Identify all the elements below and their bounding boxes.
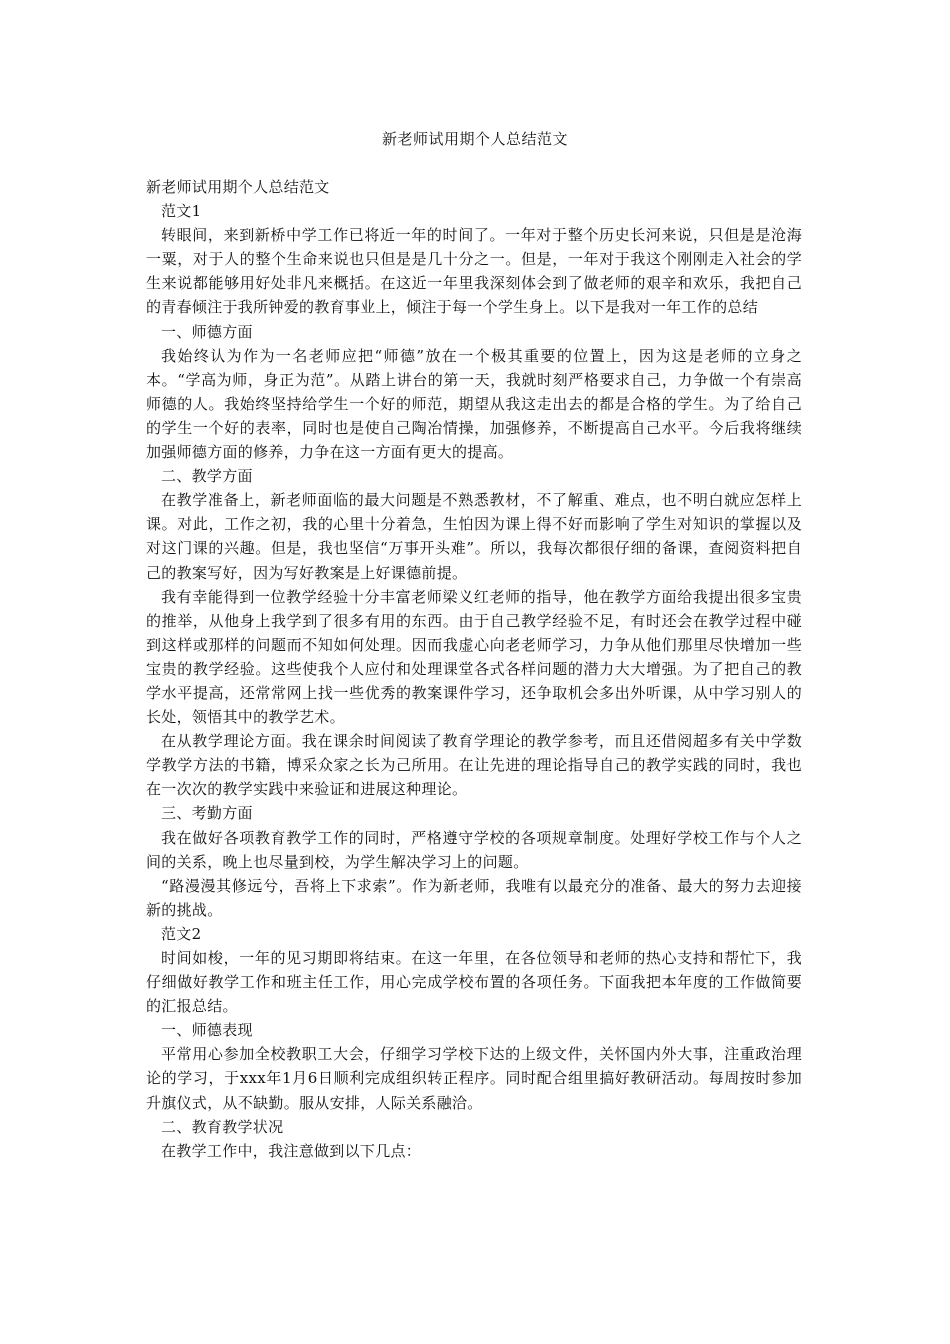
document-body (146, 175, 802, 1163)
section-heading-teaching: 二、教学方面 (161, 467, 253, 486)
paragraph-intro: 转眼间，来到新桥中学工作已将近一年的时间了。一年对于整个历史长河来说，只但是是沧海一粟，对于人的整个生命来说也只但是是几十分之一。但是，一年对于我这个刚刚走入社会的学生来说都能够用好处非凡来概括。在这近一年里我深刻体会到了做老师的艰辛和欢乐，我把自己的青春倾注于我所钟爱的教育事业上，倾注于每一个学生身上。以下是我对一年工作的总结 (146, 226, 802, 317)
paragraph-education: 在教学工作中，我注意做到以下几点： (161, 1141, 422, 1160)
paragraph-teaching-theory: 在从教学理论方面。我在课余时间阅读了教育学理论的教学参考，而且还借阅超多有关中学数学教学方法的书籍，博采众家之长为己所用。在让先进的理论指导自己的教学实践的同时，我也在一次次的教学实践中来验证和进展这种理论。 (146, 732, 802, 799)
paragraph-teaching-prep: 在教学准备上，新老师面临的最大问题是不熟悉教材，不了解重、难点，也不明白就应怎样上课。对此，工作之初，我的心里十分着急，生怕因为课上得不好而影响了学生对知识的掌握以及对这门课的兴趣。但是，我也坚信“万事开头难”。所以，我每次都很仔细的备课，查阅资料把自己的教案写好，因为写好教案是上好课德前提。 (146, 491, 802, 582)
paragraph-ethics: 我始终认为作为一名老师应把“师德”放在一个极其重要的位置上，因为这是老师的立身之本。“学高为师，身正为范”。从踏上讲台的第一天，我就时刻严格要求自己，力争做一个有崇高师德的人。我始终坚持给学生一个好的师范，期望从我这走出去的都是合格的学生。为了给自己的学生一个好的表率，同时也是使自己陶冶情操，加强修养，不断提高自己水平。今后我将继续加强师德方面的修养，力争在这一方面有更大的提高。 (146, 346, 802, 462)
body-heading: 新老师试用期个人总结范文 (146, 178, 330, 196)
paragraph-intro-2: 时间如梭，一年的见习期即将结束。在这一年里，在各位领导和老师的热心支持和帮忙下，我仔细做好教学工作和班主任工作，用心完成学校布置的各项任务。下面我把本年度的工作做简要的汇报总结。 (146, 949, 802, 1016)
section-heading-education: 二、教育教学状况 (161, 1117, 284, 1136)
paragraph-attendance: 我在做好各项教育教学工作的同时，严格遵守学校的各项规章制度。处理好学校工作与个人之间的关系，晚上也尽量到校，为学生解决学习上的问题。 (146, 828, 802, 871)
section-heading-attendance: 三、考勤方面 (161, 804, 253, 823)
page-title: 新老师试用期个人总结范文 (381, 130, 568, 148)
paragraph-closing-quote: “路漫漫其修远兮，吾将上下求索”。作为新老师，我唯有以最充分的准备、最大的努力去迎接新的挑战。 (146, 876, 802, 919)
section-heading-ethics-2: 一、师德表现 (161, 1021, 253, 1040)
section-label-sample-1: 范文1 (161, 202, 202, 221)
section-heading-ethics: 一、师德方面 (161, 322, 253, 341)
paragraph-ethics-2: 平常用心参加全校教职工大会，仔细学习学校下达的上级文件，关怀国内外大事，注重政治理论的学习，于xxx年1月6日顺利完成组织转正程序。同时配合组里搞好教研活动。每周按时参加升旗仪式，从不缺勤。服从安排，人际关系融洽。 (146, 1045, 802, 1112)
paragraph-teaching-mentor: 我有幸能得到一位教学经验十分丰富老师梁义红老师的指导，他在教学方面给我提出很多宝贵的推举，从他身上我学到了很多有用的东西。由于自己教学经验不足，有时还会在教学过程中碰到这样或那样的问题而不知如何处理。因而我虚心向老老师学习，力争从他们那里尽快增加一些宝贵的教学经验。这些使我个人应付和处理课堂各式各样问题的潜力大大增强。为了把自己的教学水平提高，还常常网上找一些优秀的教案课件学习，还争取机会多出外听课，从中学习别人的长处，领悟其中的教学艺术。 (146, 587, 802, 727)
section-label-sample-2: 范文2 (161, 924, 202, 943)
